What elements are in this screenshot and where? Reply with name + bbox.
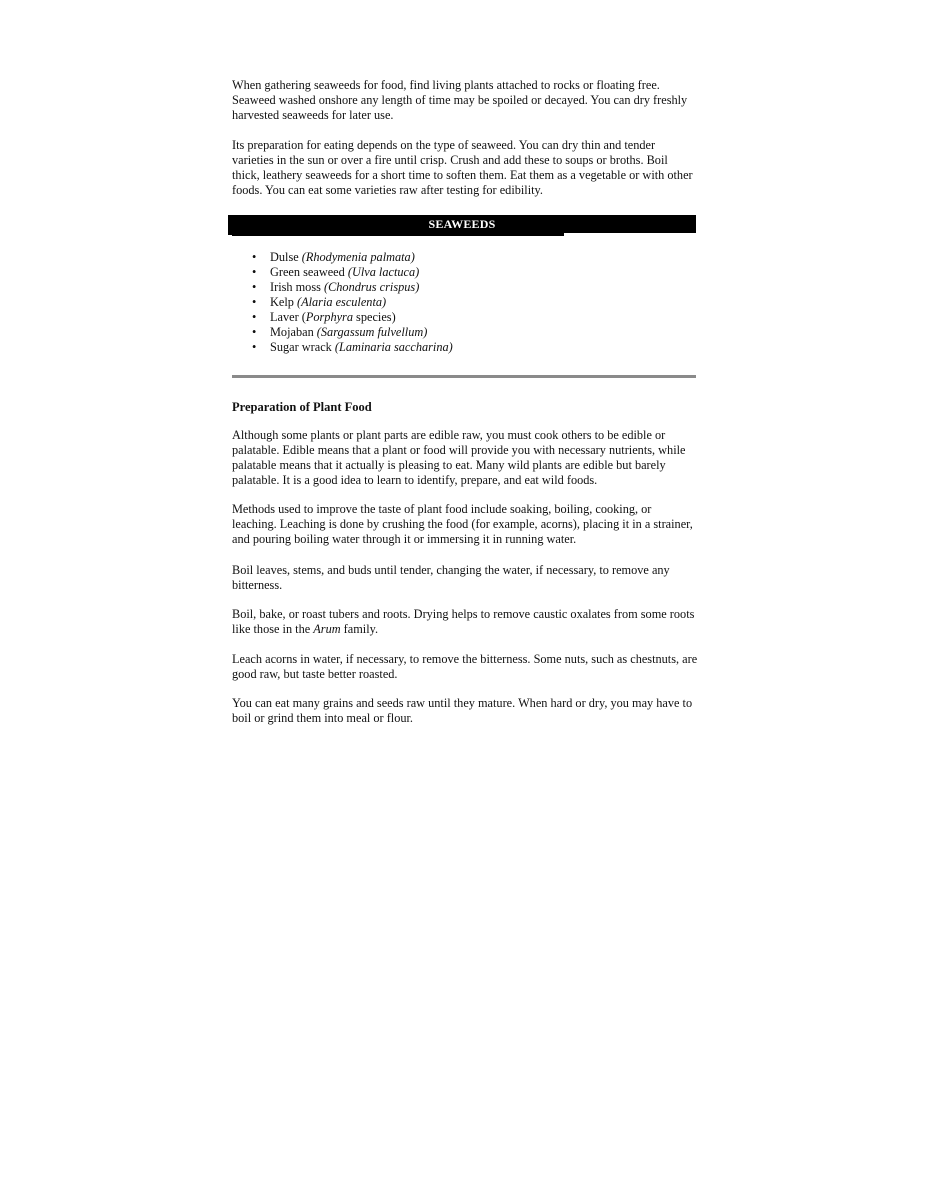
list-item xyxy=(252,295,453,310)
bullet-icon: • xyxy=(252,340,257,354)
list-item xyxy=(252,250,453,265)
name-suffix: species) xyxy=(352,310,396,324)
scientific-name: (Sargassum fulvellum) xyxy=(316,325,428,339)
body-paragraph-methods: Methods used to improve the taste of plant food include soaking, boiling, cooking, or leaching. Leaching is done by crushing the food (for example, acorns), placing it in a strainer, and pouring boiling water through it or immersing it in running water. xyxy=(232,502,693,546)
text-run: Boil, bake, or roast tubers and roots. Drying helps to remove caustic oxalates from some roots like those in the xyxy=(232,607,695,636)
scientific-name: (Chondrus crispus) xyxy=(323,280,420,294)
bullet-icon: • xyxy=(252,280,257,294)
banner-underline xyxy=(232,233,564,236)
common-name: Sugar wrack xyxy=(270,340,335,354)
common-name: Mojaban xyxy=(270,325,317,339)
common-name: Irish moss xyxy=(270,280,324,294)
list-item xyxy=(252,325,453,340)
bullet-icon: • xyxy=(252,310,257,324)
common-name: Green seaweed xyxy=(270,265,348,279)
seaweeds-banner xyxy=(228,215,696,236)
bullet-icon: • xyxy=(252,295,257,309)
banner-title: SEAWEEDS xyxy=(428,217,496,231)
scientific-name: (Alaria esculenta) xyxy=(296,295,387,309)
body-paragraph-tubers xyxy=(232,607,698,637)
genus-name: Arum xyxy=(313,622,341,636)
scientific-name: (Ulva lactuca) xyxy=(347,265,420,279)
common-name: Laver ( xyxy=(270,310,306,324)
seaweed-list xyxy=(252,250,453,355)
list-item xyxy=(252,265,453,280)
intro-paragraph-1: When gathering seaweeds for food, find living plants attached to rocks or floating free. Seaweed washed onshore any length of time may be spoiled or decayed. You can dry freshly harvested seaweeds for later use. xyxy=(232,78,688,122)
section-divider xyxy=(232,375,696,378)
body-paragraph-acorns: Leach acorns in water, if necessary, to remove the bitterness. Some nuts, such as chestnuts, are good raw, but taste better roasted. xyxy=(232,652,698,681)
scientific-name: (Rhodymenia palmata) xyxy=(301,250,415,264)
bullet-icon: • xyxy=(252,265,257,279)
body-paragraph-leaves: Boil leaves, stems, and buds until tender, changing the water, if necessary, to remove any bitterness. xyxy=(232,563,670,592)
bullet-icon: • xyxy=(252,325,257,339)
section-heading: Preparation of Plant Food xyxy=(232,400,372,414)
body-paragraph-edible: Although some plants or plant parts are edible raw, you must cook others to be edible or palatable. Edible means that a plant or food will provide you with necessary nutrients, while palatable means that it actually is pleasing to eat. Many wild plants are edible but barely palatable. It is a good idea to learn to identify, prepare, and eat wild foods. xyxy=(232,428,686,487)
list-item xyxy=(252,310,453,325)
intro-paragraph-2: Its preparation for eating depends on the type of seaweed. You can dry thin and tender varieties in the sun or over a fire until crisp. Crush and add these to soups or broths. Boil thick, leathery seaweeds for a short time to soften them. Eat them as a vegetable or with other foods. You can eat some varieties raw after testing for edibility. xyxy=(232,138,693,197)
text-run: family. xyxy=(340,622,379,636)
bullet-icon: • xyxy=(252,250,257,264)
body-paragraph-grains: You can eat many grains and seeds raw until they mature. When hard or dry, you may have to boil or grind them into meal or flour. xyxy=(232,696,693,725)
scientific-name: (Laminaria saccharina) xyxy=(334,340,453,354)
common-name: Kelp xyxy=(270,295,297,309)
list-item xyxy=(252,340,453,355)
common-name: Dulse xyxy=(270,250,302,264)
list-item xyxy=(252,280,453,295)
scientific-name: Porphyra xyxy=(305,310,353,324)
